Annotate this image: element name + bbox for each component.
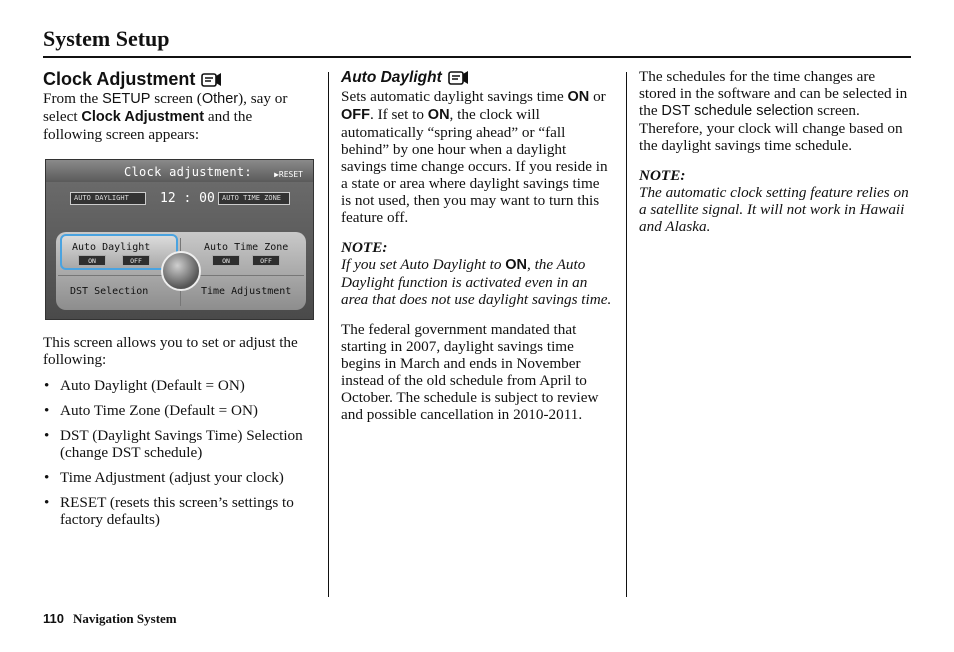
list-item: • Auto Daylight (Default = ON) xyxy=(43,377,315,394)
column-divider xyxy=(626,72,627,597)
screen-auto-time-zone-label: Auto Time Zone xyxy=(204,242,289,253)
screen-time-adjustment-label: Time Adjustment xyxy=(201,286,292,297)
footer-title: Navigation System xyxy=(72,611,177,626)
screen-off-button: OFF xyxy=(252,255,280,266)
title-rule xyxy=(43,56,911,58)
settings-list xyxy=(43,377,315,528)
screen-title: Clock adjustment: xyxy=(124,165,252,179)
list-item: • Auto Time Zone (Default = ON) xyxy=(43,402,315,419)
clock-adjustment-screen-image xyxy=(45,159,314,320)
list-item: • DST (Daylight Savings Time) Selection (change DST schedule) xyxy=(43,427,315,461)
screen-time: 12 : 00 xyxy=(160,191,215,206)
voice-command-icon xyxy=(201,71,223,88)
page-title: System Setup xyxy=(43,26,170,51)
page-footer xyxy=(43,611,177,627)
page-number: 110 xyxy=(43,611,64,626)
note-paragraph: The automatic clock setting feature relies on a satellite signal. It will not work in Hawaii and Alaska. xyxy=(639,184,909,235)
auto-daylight-paragraph: Sets automatic daylight savings time ON or OFF. If set to ON, the clock will automatically “spring ahead” or “fall behind” by one hour when a daylight savings time change occurs. If you reside in a state or area where daylight savings time is not used, then you may want to turn this feature off. xyxy=(341,88,608,226)
column-divider xyxy=(328,72,329,597)
screen-dst-selection-label: DST Selection xyxy=(70,286,149,297)
screen-on-button: ON xyxy=(78,255,106,266)
screen-off-button: OFF xyxy=(122,255,150,266)
screen-selector-knob xyxy=(161,251,201,291)
list-item: • RESET (resets this screen’s settings to factory defaults) xyxy=(43,494,315,528)
section-heading xyxy=(43,68,315,90)
screen-auto-daylight-label: Auto Daylight xyxy=(72,242,151,253)
column-1 xyxy=(43,68,315,536)
schedule-selection-paragraph: The schedules for the time changes are stored in the software and can be selected in the DST schedule selection screen. Therefore, your clock will change based on the daylight savings time schedule. xyxy=(639,68,908,154)
body-paragraph: This screen allows you to set or adjust the following: xyxy=(43,334,298,368)
screen-auto-time-zone-status: AUTO TIME ZONE xyxy=(218,192,290,205)
list-item: • Time Adjustment (adjust your clock) xyxy=(43,469,315,486)
note-heading: NOTE: xyxy=(639,167,686,184)
voice-command-icon xyxy=(448,69,470,86)
intro-paragraph: From the SETUP screen (Other), say or select Clock Adjustment and the following screen appears: xyxy=(43,90,288,143)
auto-daylight-heading: Auto Daylight xyxy=(341,69,442,86)
screen-reset-label: ▶RESET xyxy=(274,170,303,179)
column-3 xyxy=(639,68,911,235)
note-heading: NOTE: xyxy=(341,239,388,256)
clock-adjustment-heading: Clock Adjustment xyxy=(43,69,196,89)
section-heading xyxy=(341,68,613,87)
screen-auto-daylight-status: AUTO DAYLIGHT xyxy=(70,192,146,205)
note-paragraph: If you set Auto Daylight to ON, the Auto Daylight function is activated even in an area that does not use daylight savings time. xyxy=(341,256,612,308)
column-2 xyxy=(341,68,613,423)
schedule-paragraph: The federal government mandated that starting in 2007, daylight savings time begins in March and ends in November instead of the old schedule from April to October. The schedule is subject to review and possible cancellation in 2010-2011. xyxy=(341,321,599,423)
screen-on-button: ON xyxy=(212,255,240,266)
